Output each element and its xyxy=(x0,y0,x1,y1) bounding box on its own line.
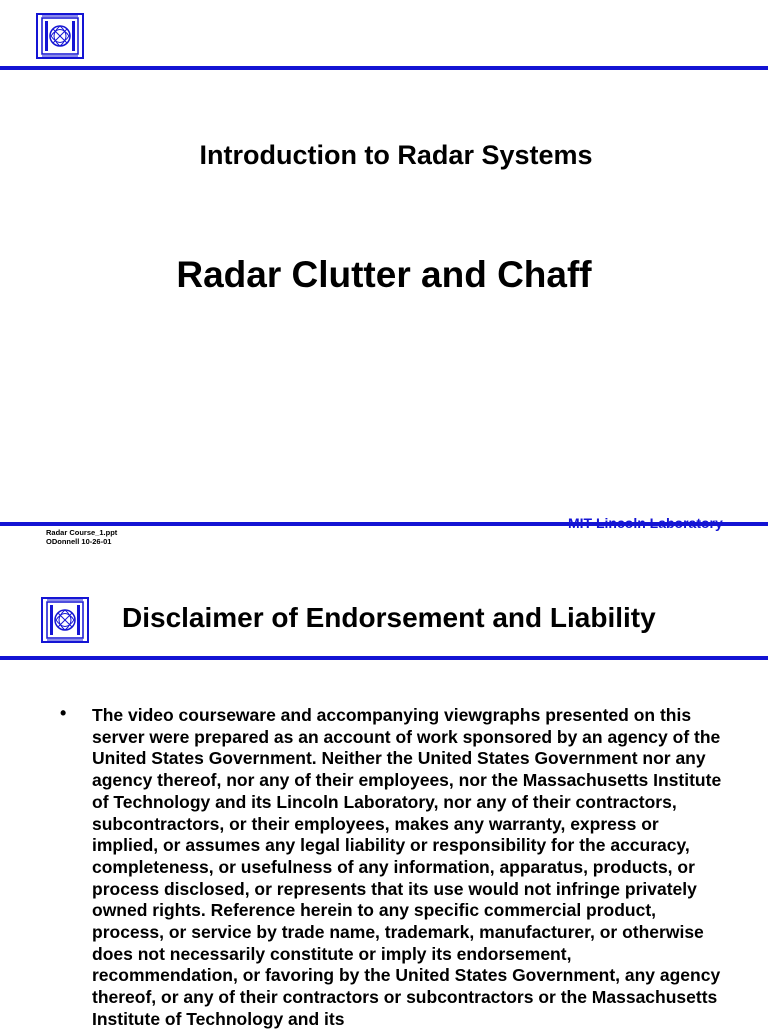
disclaimer-text: The video courseware and accompanying viewgraphs presented on this server were prepared as an account of work sponsored by an agency of the United States Government. Neither the United States Government nor any agency thereof, nor any of their employees, nor the Massachusetts Institute of Technology and its Lincoln Laboratory, nor any of their contractors, subcontractors, or their employees, makes any warranty, express or implied, or assumes any legal liability or responsibility for the accuracy, completeness, or usefulness of any information, apparatus, products, or process disclosed, or represents that its use would not infringe privately owned rights. Reference herein to any specific commercial product, process, or service by trade name, trademark, manufacturer, or otherwise does not necessarily constitute or imply its endorsement, recommendation, or favoring by the United States Government, any agency thereof, or any of their contractors or subcontractors or the Massachusetts Institute of Technology and its xyxy=(92,705,722,1029)
footer-author-date: ODonnell 10-26-01 xyxy=(46,537,112,546)
mit-ll-logo-icon xyxy=(41,597,89,643)
course-title xyxy=(0,140,768,171)
footer-file: Radar Course_1.ppt xyxy=(46,528,118,537)
header-rule xyxy=(0,656,768,660)
main-title-text: Radar Clutter and Chaff xyxy=(176,254,592,295)
mit-ll-logo-icon xyxy=(36,13,84,59)
bullet-icon: • xyxy=(60,703,67,723)
footer-meta xyxy=(46,528,117,546)
header-rule xyxy=(0,66,768,70)
footer-rule xyxy=(0,522,768,526)
course-title-text: Introduction to Radar Systems xyxy=(199,140,593,170)
main-title xyxy=(0,254,768,296)
slide-title: Disclaimer of Endorsement and Liability xyxy=(122,602,656,633)
